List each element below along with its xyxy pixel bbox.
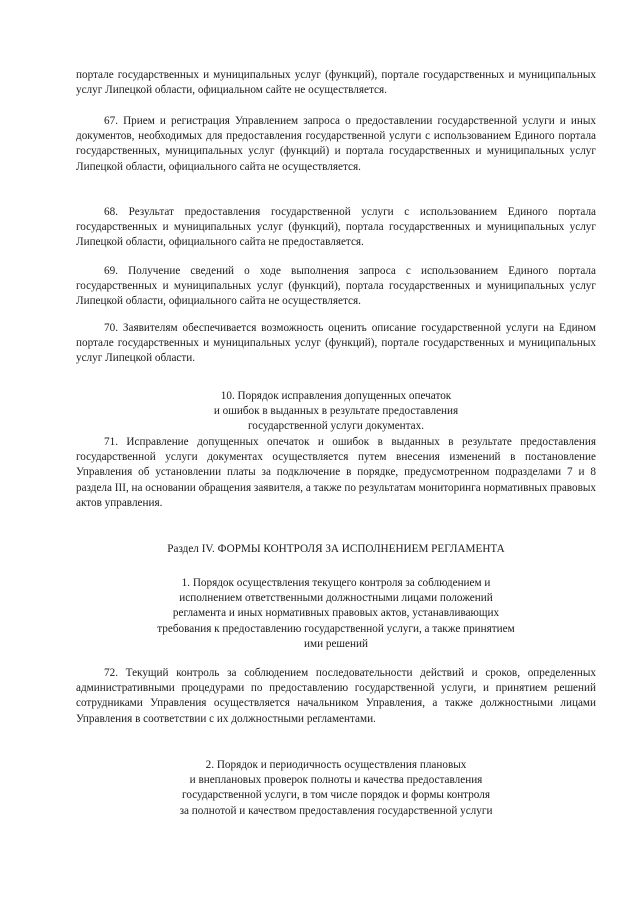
- subsection-1-heading-line: ими решений: [304, 637, 368, 650]
- paragraph-72: 72. Текущий контроль за соблюдением последовательности действий и сроков, определенных административными процедурами по предоставлению государственной услуги, и принятием решений сотрудниками Управления осуществляется начальником Управления, а также должностными лицами Управления в соответствии с их должностными регламентами.: [76, 667, 596, 725]
- intro-paragraph: портале государственных и муниципальных услуг (функций), портале государственных и муниципальных услуг Липецкой области, официальном сайте не осуществляется.: [76, 69, 596, 97]
- paragraph-68: 68. Результат предоставления государственной услуги с использованием Единого портала государственных и муниципальных услуг (функций), портала государственных и муниципальных услуг Липецкой области, официального сайта не предоставляется.: [76, 206, 596, 249]
- section-10-heading-line: государственной услуги документах.: [247, 420, 425, 433]
- subsection-1-heading-line: регламента и иных нормативных правовых актов, устанавливающих: [172, 607, 500, 620]
- subsection-1-heading-line: исполнением ответственными должностными лицами положений: [179, 592, 493, 605]
- subsection-2-heading-line: 2. Порядок и периодичность осуществления плановых: [205, 759, 467, 771]
- subsection-1-heading: [76, 576, 596, 652]
- paragraph-69: 69. Получение сведений о ходе выполнения запроса с использованием Единого портала государственных и муниципальных услуг (функций), портала государственных и муниципальных услуг Липецкой области, официального сайта не осуществляется.: [76, 265, 596, 308]
- subsection-2-heading-line: государственной услуги, в том числе порядок и формы контроля: [182, 789, 490, 802]
- paragraph-71: 71. Исправление допущенных опечаток и ошибок в выданных в результате предоставления государственной услуги документах осуществляется путем внесения изменений в постановление Управления об установлении платы за подключение в порядке, предусмотренном подразделами 7 и 8 раздела III, на основании обращения заявителя, а также по результатам мониторинга нормативных правовых актов управления.: [76, 436, 596, 509]
- section-title-text: Раздел IV. ФОРМЫ КОНТРОЛЯ ЗА ИСПОЛНЕНИЕМ РЕГЛАМЕНТА: [167, 543, 505, 555]
- paragraph-70: 70. Заявителям обеспечивается возможность оценить описание государственной услуги на Едином портале государственных и муниципальных услуг (функций), портале государственных и муниципальных услуг Липецкой области.: [76, 322, 596, 365]
- section-10-heading-line: и ошибок в выданных в результате предоставления: [213, 405, 459, 418]
- section-10-heading: [76, 389, 596, 435]
- subsection-2-heading: [76, 758, 596, 819]
- subsection-1-heading-line: требования к предоставлению государственной услуги, а также принятием: [157, 622, 515, 635]
- section-4-title: [76, 542, 596, 557]
- subsection-1-heading-line: 1. Порядок осуществления текущего контроля за соблюдением и: [181, 577, 491, 589]
- section-10-heading-line: 10. Порядок исправления допущенных опечаток: [220, 390, 452, 402]
- paragraph-67: 67. Прием и регистрация Управлением запроса о предоставлении государственной услуги и иных документов, необходимых для предоставления государственной услуги с использованием Единого портала государственных, муниципальных услуг (функций) и портала государственных и муниципальных услуг Липецкой области, официального сайта не осуществляется.: [76, 115, 596, 173]
- subsection-2-heading-line: и внеплановых проверок полноты и качества предоставления: [189, 774, 483, 787]
- subsection-2-heading-line: за полнотой и качеством предоставления государственной услуги: [179, 804, 493, 817]
